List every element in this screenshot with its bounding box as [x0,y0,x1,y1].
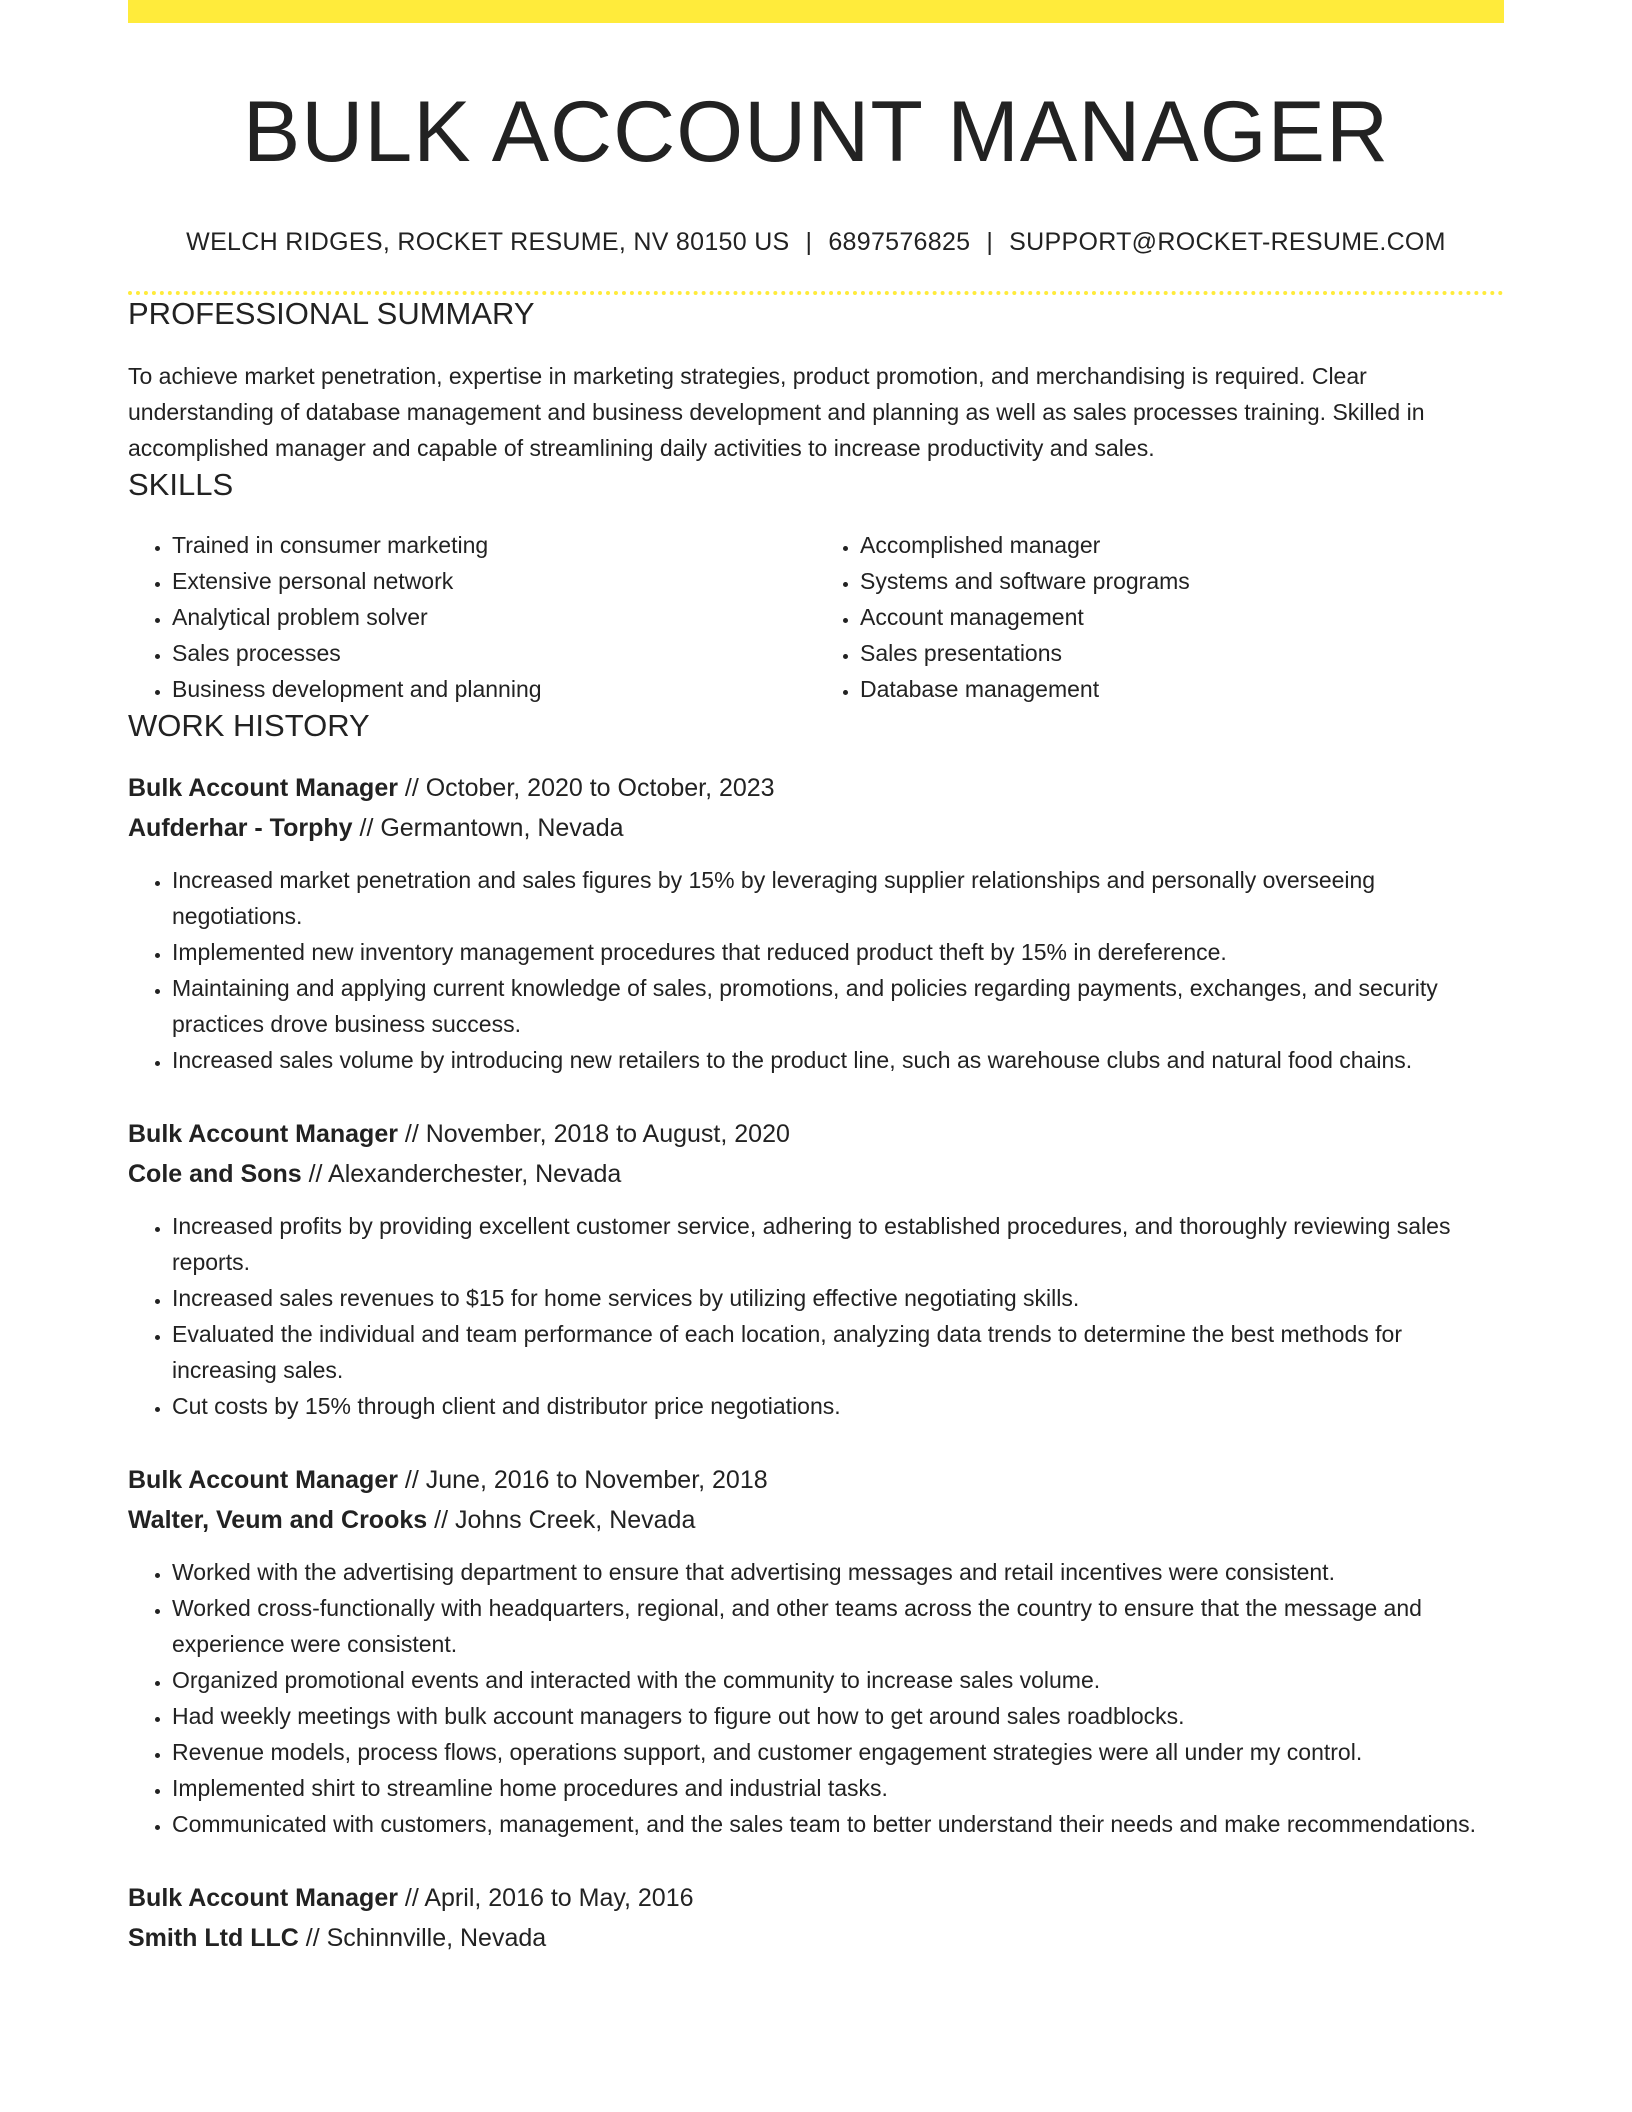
skill-item: • Business development and planning [172,671,816,707]
job-bullet: • Worked cross-functionally with headquarters, regional, and other teams across the country to ensure that the message and experience were consistent. [172,1590,1504,1662]
job-location: // Schinnville, Nevada [298,1924,547,1953]
job-role-line [128,1114,1504,1154]
job-location: // Germantown, Nevada [352,814,624,843]
skill-item: • Systems and software programs [860,563,1504,599]
job-bullet: • Cut costs by 15% through client and distributor price negotiations. [172,1388,1504,1424]
job-bullet: • Revenue models, process flows, operations support, and customer engagement strategies were all under my control. [172,1734,1504,1770]
job-company-line [128,1500,1504,1540]
contact-phone: 6897576825 [828,227,971,256]
job-dates: // April, 2016 to May, 2016 [397,1884,694,1913]
job-dates: // October, 2020 to October, 2023 [397,774,775,803]
job-bullet: • Evaluated the individual and team performance of each location, analyzing data trends to determine the best methods for increasing sales. [172,1316,1504,1388]
accent-top-bar [128,0,1504,23]
skill-item: • Extensive personal network [172,563,816,599]
job-company-line [128,1918,1504,1958]
job-bullet: • Organized promotional events and interacted with the community to increase sales volume. [172,1662,1504,1698]
job-bullet: • Maintaining and applying current knowledge of sales, promotions, and policies regarding payments, exchanges, and security practices drove business success. [172,970,1504,1042]
work-history-heading: WORK HISTORY [128,707,370,743]
skill-item: • Trained in consumer marketing [172,527,816,563]
job-bullet: • Increased sales volume by introducing new retailers to the product line, such as warehouse clubs and natural food chains. [172,1042,1504,1078]
job-company-line [128,808,1504,848]
job-bullet: • Increased market penetration and sales figures by 15% by leveraging supplier relationships and personally overseeing negotiations. [172,862,1504,934]
job-bullets [128,862,1504,1078]
job-bullet: • Worked with the advertising department to ensure that advertising messages and retail incentives were consistent. [172,1554,1504,1590]
skills-column-left [128,527,816,707]
job-entry [128,1114,1504,1424]
job-dates: // November, 2018 to August, 2020 [397,1120,790,1149]
contact-address: WELCH RIDGES, ROCKET RESUME, NV 80150 US [186,227,790,256]
summary-text: To achieve market penetration, expertise in marketing strategies, product promotion, and merchandising is required. Clear understanding of database management and business development and planning as well as sales processes training. Skilled in accomplished manager and capable of streamlining daily activities to increase productivity and sales. [128,362,1425,461]
skills-column-right [816,527,1504,707]
job-entry [128,1878,1504,1958]
job-bullets [128,1554,1504,1842]
job-company-line [128,1154,1504,1194]
resume-page [128,0,1504,1958]
skill-item: • Sales processes [172,635,816,671]
job-role: Bulk Account Manager [128,774,398,803]
job-company: Walter, Veum and Crooks [128,1506,428,1535]
job-role-line [128,1460,1504,1500]
page-title: BULK ACCOUNT MANAGER [242,84,1390,180]
skill-item: • Account management [860,599,1504,635]
job-role: Bulk Account Manager [128,1884,398,1913]
job-entry [128,1460,1504,1842]
skills-list [128,527,1504,707]
job-role: Bulk Account Manager [128,1466,398,1495]
job-bullet: • Communicated with customers, management, and the sales team to better understand their needs and make recommendations. [172,1806,1504,1842]
contact-line [128,228,1504,257]
job-location: // Johns Creek, Nevada [427,1506,696,1535]
contact-email: SUPPORT@ROCKET-RESUME.COM [1009,227,1446,256]
skill-item: • Analytical problem solver [172,599,816,635]
summary-heading: PROFESSIONAL SUMMARY [128,295,535,331]
job-role: Bulk Account Manager [128,1120,398,1149]
job-bullet: • Increased profits by providing excellent customer service, adhering to established procedures, and thoroughly reviewing sales reports. [172,1208,1504,1280]
job-company: Smith Ltd LLC [128,1924,299,1953]
skill-item: • Sales presentations [860,635,1504,671]
job-bullet: • Increased sales revenues to $15 for home services by utilizing effective negotiating skills. [172,1280,1504,1316]
contact-separator: | [805,227,813,256]
job-dates: // June, 2016 to November, 2018 [397,1466,768,1495]
contact-separator: | [986,227,994,256]
job-company: Aufderhar - Torphy [128,814,353,843]
job-bullet: • Implemented new inventory management procedures that reduced product theft by 15% in dereference. [172,934,1504,970]
job-role-line [128,1878,1504,1918]
job-entry [128,768,1504,1078]
job-bullet: • Had weekly meetings with bulk account managers to figure out how to get around sales roadblocks. [172,1698,1504,1734]
job-company: Cole and Sons [128,1160,302,1189]
job-location: // Alexanderchester, Nevada [301,1160,622,1189]
job-bullets [128,1208,1504,1424]
skill-item: • Database management [860,671,1504,707]
skills-heading: SKILLS [128,466,234,502]
job-role-line [128,768,1504,808]
job-bullet: • Implemented shirt to streamline home procedures and industrial tasks. [172,1770,1504,1806]
skill-item: • Accomplished manager [860,527,1504,563]
